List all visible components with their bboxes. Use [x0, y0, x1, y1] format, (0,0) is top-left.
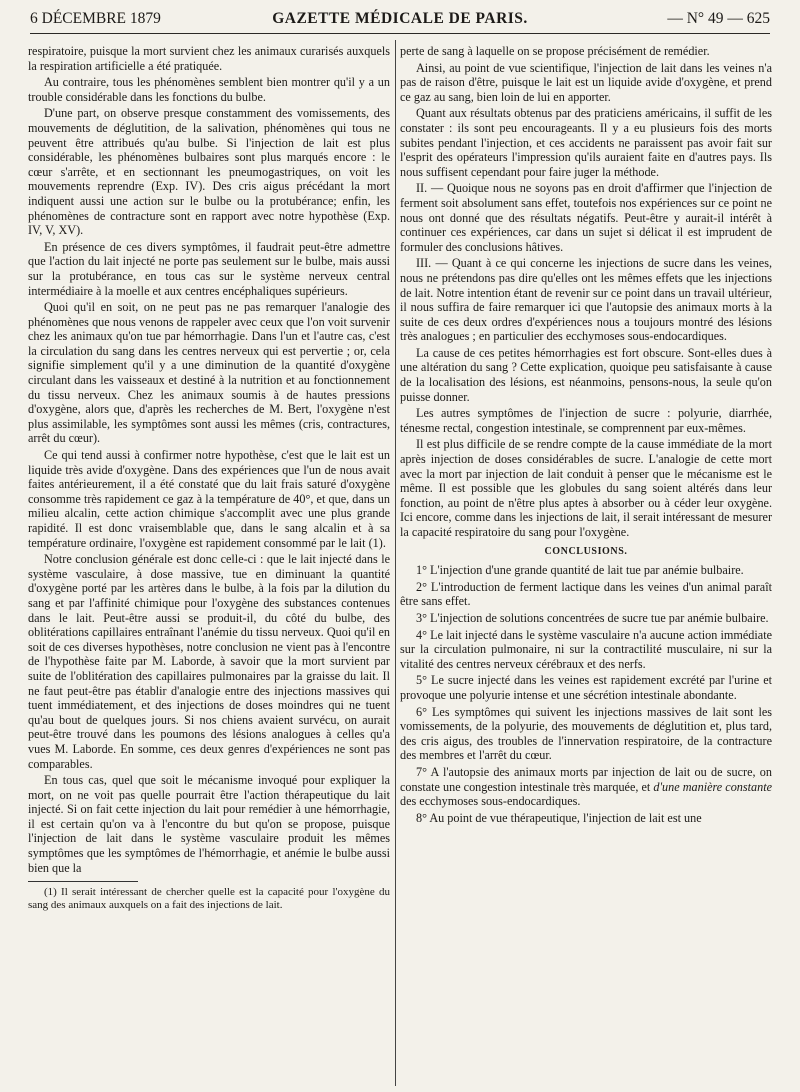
paragraph: Au contraire, tous les phénomènes semblent bien montrer qu'il y a un trouble considérable dans les fonctions du bulbe. [28, 75, 390, 104]
issue-date: 6 DÉCEMBRE 1879 [30, 10, 161, 27]
conclusions-heading: CONCLUSIONS. [544, 545, 628, 557]
footnote: (1) Il serait intéressant de chercher quelle est la capacité pour l'oxygène du sang des animaux auxquels on a fait des injections de lait. [28, 886, 390, 912]
paragraph: Ainsi, au point de vue scientifique, l'injection de lait dans les veines n'a pas de raison d'être, puisque le lait est un liquide avide d'oxygène, et prend ce gaz au sang, bien loin de lui en apporter. [400, 60, 772, 104]
conclusions-list [400, 563, 772, 825]
paragraph: Ce qui tend aussi à confirmer notre hypothèse, c'est que le lait est un liquide très avide d'oxygène. Dans des expériences que l'un de nous avait faites antérieurement, il a été constaté que du lait frais saturé d'oxygène consomme très rapidement ce gaz à la température de 40°, et que, dans un milieu alcalin, cette action chimique s'accomplit avec une plus grande rapidité. Il est donc vraisemblable que, dans le sang alcalin et à sa température ordinaire, l'oxygène est rapidement consommé par le lait (1). [28, 448, 390, 550]
paragraph: Les autres symptômes de l'injection de sucre : polyurie, diarrhée, ténesme rectal, congestion intestinale, se comprennent par eux-mêmes. [400, 406, 772, 435]
conclusion-7-emphasis: d'une manière constante [653, 779, 772, 794]
conclusion-item: 2° L'introduction de ferment lactique dans les veines d'un animal paraît être sans effet. [400, 579, 772, 609]
paragraph: perte de sang à laquelle on se propose précisément de remédier. [400, 44, 710, 58]
paragraph: II. — Quoique nous ne soyons pas en droit d'affirmer que l'injection de ferment soit absolument sans effet, toutefois nos expériences sur ce point ne nous ont donné que des résultats négatifs. Peut-être y aurait-il intérêt à continuer ces expériences, car dans un sujet si délicat il est imprudent de formuler des conclusions hâtives. [400, 181, 772, 254]
column-divider [395, 40, 396, 1086]
page-header [30, 10, 770, 32]
paragraph: En tous cas, quel que soit le mécanisme invoqué pour expliquer la mort, on ne voit pas quelle pourrait être l'action thérapeutique du lait injecté. Si on fait cette injection du lait pour remédier à une hémorrhagie, il est certain qu'on va à l'encontre du but qu'on se propose, puisque l'injection de lait dans le système vasculaire produit les mêmes symptômes que les symptômes de l'hémorrhagie, et anémie le bulbe aussi bien que la [28, 773, 390, 875]
paragraph: La cause de ces petites hémorrhagies est fort obscure. Sont-elles dues à une altération du sang ? Cette explication, quoique peu satisfaisante à cause de la localisation des lésions, est néanmoins, pensons-nous, la seule qu'on puisse donner. [400, 345, 772, 404]
conclusion-item: 6° Les symptômes qui suivent les injections massives de lait sont les vomissements, de la polyurie, des mouvements de déglutition et, plus tard, des cris aigus, des troubles de l'innervation respiratoire, de la contracture des membres et l'arrêt du cœur. [400, 704, 772, 763]
paragraph: Notre conclusion générale est donc celle-ci : que le lait injecté dans le système vasculaire, à dose massive, tue en diminuant la quantité d'oxygène porté par les artères dans le bulbe, à la fois par la dilution du sang et par l'affinité chimique pour l'oxygène des substances contenues dans le lait. Peut-être aussi se produit-il, du côté du bulbe, des oblitérations capillaires entraînant l'anémie du tissu nerveux. Quoi qu'il en soit de ces diverses hypothèses, notre conclusion ne vient pas à l'encontre de l'hypothèse faite par M. Laborde, à savoir que la mort survient par suite de l'oblitération des capillaires pulmonaires par la graisse du lait. Il ne faut peut-être pas établir d'analogie entre des injections massives qui tuent immédiatement, et des injections de doses moindres qui ne tuent qu'au bout de quelques jours. Si nos chiens avaient survécu, on aurait peut-être trouvé dans les poumons des lésions analogues à celles qu'a vues M. Laborde. En somme, ces deux genres d'expériences ne sont pas comparables. [28, 552, 390, 771]
publication-title: GAZETTE MÉDICALE DE PARIS. [272, 10, 528, 27]
header-rule [30, 33, 770, 34]
issue-page-number: — N° 49 — 625 [667, 10, 770, 27]
paragraph: Quant aux résultats obtenus par des praticiens américains, il suffit de les constater : ils sont peu encourageants. Il y a eu plusieurs fois des morts subites pendant l'injection, et ces accidents ne paraissent pas avoir fait sur l'esprit des opérateurs l'impression qu'ils auraient faite en d'autres pays. Ils nous suffisent cependant pour faire juger la méthode. [400, 106, 772, 179]
right-column [400, 44, 772, 1086]
paragraph: III. — Quant à ce qui concerne les injections de sucre dans les veines, nous ne prétendons pas dire qu'elles ont les mêmes effets que les injections de lait. Notre intention étant de revenir sur ce point dans un travail ultérieur, il nous suffira de faire remarquer ici que l'autopsie des animaux morts à la suite de ces deux ordres d'expériences nous a toujours montré des lésions très analogues ; en particulier des ecchymoses sous-endocardiques. [400, 256, 772, 344]
conclusion-item: 4° Le lait injecté dans le système vasculaire n'a aucune action immédiate sur la circulation pulmonaire, ni sur la contractilité musculaire, ni sur la vitalité des centres nerveux cérébraux et des nerfs. [400, 627, 772, 671]
left-column [28, 44, 390, 1086]
conclusion-item-7 [400, 765, 772, 809]
footnote-rule [28, 881, 138, 882]
paragraph: respiratoire, puisque la mort survient chez les animaux curarisés auxquels la respiration artificielle a été pratiquée. [28, 44, 390, 73]
paragraph: En présence de ces divers symptômes, il faudrait peut-être admettre que l'action du lait injecté ne porte pas seulement sur le bulbe, mais aussi sur la protubérance, en tous cas sur le système nerveux central intermédiaire à la moelle et aux centres encéphaliques supérieurs. [28, 239, 390, 298]
paragraph: Il est plus difficile de se rendre compte de la cause immédiate de la mort après injection de doses considérables de sucre. L'analogie de cette mort avec la mort par injection de lait conduit à penser que le mécanisme est le même. Il est possible que les globules du sang soient altérés dans leur fonction, au point de n'être plus aptes à absorber ou à céder leur oxygène. Ici encore, comme dans les injections de lait, il serait intéressant de mesurer la capacité respiratoire du sang pour l'oxygène. [400, 437, 772, 539]
conclusion-item: 3° L'injection de solutions concentrées de sucre tue par anémie bulbaire. [416, 610, 769, 625]
paragraph: D'une part, on observe presque constamment des vomissements, des mouvements de déglutition, de la salivation, phénomènes qui tous ne peuvent être attribués qu'au bulbe. Si l'injection de lait est plus considérable, les phénomènes bulbaires sont plus marqués encore : le cœur s'arrête, et en sectionnant les pneumogastriques, on voit les mouvements reprendre (Exp. IV). Des cris aigus précédant la mort indiquent aussi une action sur le bulbe ou la protubérance; enfin, les phénomènes de contracture sont en rapport avec notre hypothèse (Exp. IV, V, XV). [28, 106, 390, 238]
paragraph: Quoi qu'il en soit, on ne peut pas ne pas remarquer l'analogie des phénomènes que nous venons de rappeler avec ceux que l'on voit survenir chez les animaux qu'on tue par hémorrhagie. Dans l'un et l'autre cas, c'est la circulation du sang dans les centres nerveux qui est pervertie ; or, cela signifie simplement qu'il y a une diminution de la quantité d'oxygène circulant dans les vaisseaux et destiné à la nutrition et au fonctionnement du tissu nerveux. Chez les animaux soumis à de hautes pressions d'oxygène, alors que, d'après les recherches de M. Bert, l'oxygène n'est plus assimilable, les symptômes sont aussi les mêmes (cris, contractures, arrêt du cœur). [28, 300, 390, 446]
conclusion-item: 8° Au point de vue thérapeutique, l'injection de lait est une [416, 810, 702, 825]
conclusion-7-start: 7° A l'autopsie des animaux morts par injection de lait ou de sucre, on constate une congestion intestinale très marquée, et [400, 764, 772, 794]
conclusion-item: 1° L'injection d'une grande quantité de lait tue par anémie bulbaire. [416, 563, 744, 578]
conclusion-item: 5° Le sucre injecté dans les veines est rapidement excrété par l'urine et provoque une polyurie intense et une sécrétion intestinale abondante. [400, 673, 772, 702]
conclusion-7-end: des ecchymoses sous-endocardiques. [400, 794, 581, 809]
